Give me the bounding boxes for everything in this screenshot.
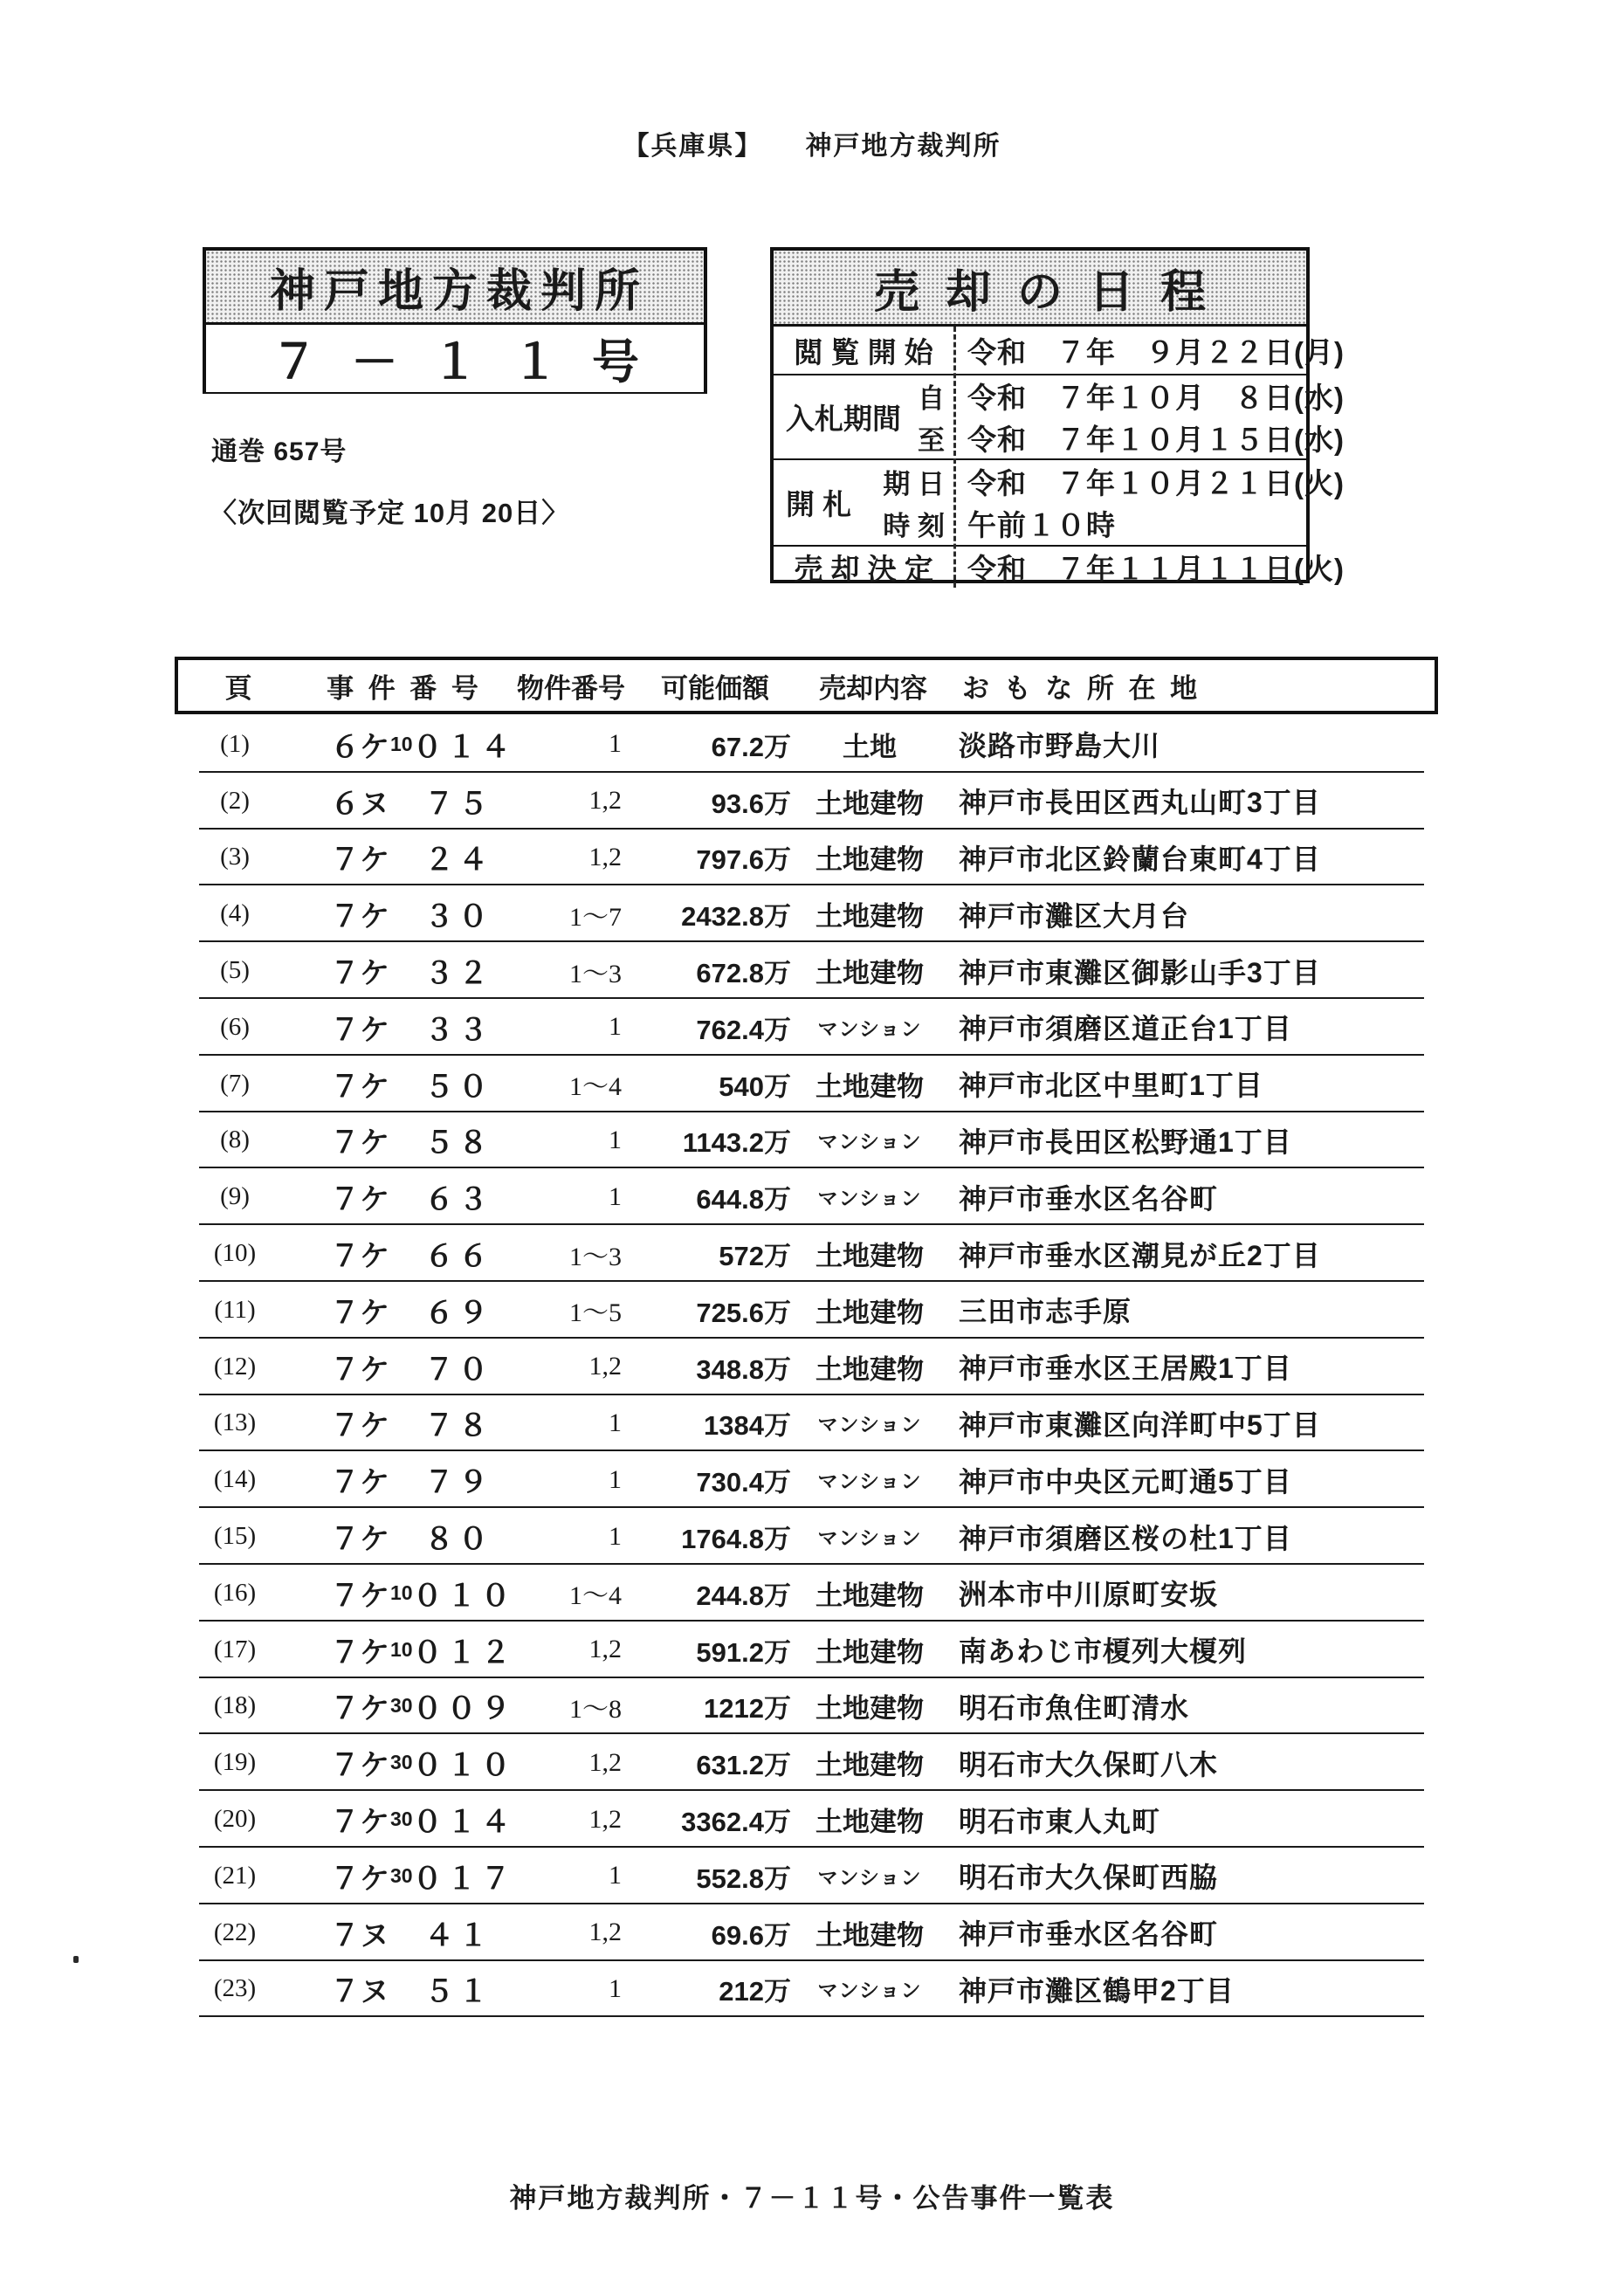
schedule-values: [953, 375, 1345, 458]
case-number: ５０: [424, 1070, 492, 1104]
case-number: ２４: [424, 844, 492, 878]
sale-schedule-rows: [774, 327, 1345, 588]
case-prefix: ６ヌ: [330, 787, 389, 821]
scan-artifact-dot: [73, 1956, 79, 1963]
row-possible-price: 725.6万: [696, 1297, 791, 1328]
table-row: [175, 885, 1438, 942]
schedule-row-bid-opening: [774, 460, 1345, 547]
row-case-number: [295, 1006, 506, 1049]
row-location: 神戸市須磨区道正台1丁目: [959, 1013, 1292, 1045]
row-location: 淡路市野島大川: [959, 730, 1161, 762]
header-location: お も な 所 在 地: [962, 672, 1201, 704]
row-page-number: (23): [213, 1974, 257, 2003]
row-possible-price: 540万: [719, 1071, 791, 1102]
row-sale-content: マンション: [817, 1470, 922, 1493]
row-sale-content: マンション: [817, 1979, 922, 2002]
schedule-value: 令和 ７年１０月 ８日(水): [967, 382, 1345, 415]
row-item-number: 1～3: [569, 959, 622, 988]
schedule-label-text: 入札期間: [786, 403, 901, 435]
row-item-number: 1: [609, 1181, 622, 1211]
schedule-sublabel-to: 至: [918, 424, 945, 456]
schedule-sublabel-time: 時 刻: [883, 511, 945, 542]
row-item-number: 1～4: [569, 1581, 622, 1611]
row-location: 明石市大久保町八木: [959, 1748, 1219, 1780]
case-prefix: ７ケ: [330, 1749, 389, 1783]
case-table-header: [175, 657, 1438, 714]
table-row: [175, 1282, 1438, 1339]
case-prefix: ７ケ: [330, 1183, 389, 1217]
row-possible-price: 1212万: [704, 1693, 791, 1725]
row-sale-content: マンション: [817, 1016, 922, 1040]
row-case-number: [295, 1401, 506, 1444]
table-row: [175, 773, 1438, 830]
row-page-number: (8): [220, 1126, 250, 1154]
case-prefix: ７ケ: [330, 1692, 389, 1726]
row-possible-price: 212万: [719, 1976, 791, 2007]
row-possible-price: 1384万: [704, 1410, 791, 1442]
row-case-number: [295, 836, 506, 878]
row-item-number: 1,2: [588, 1804, 622, 1834]
row-page-number: (12): [213, 1352, 257, 1381]
row-case-number: [295, 1967, 506, 2010]
row-sale-content: 土地建物: [815, 901, 924, 933]
schedule-label: [774, 460, 953, 545]
row-sale-content: 土地建物: [815, 788, 924, 819]
schedule-label: [774, 375, 953, 458]
case-branch: 30: [390, 1808, 413, 1831]
schedule-label-text: 閲 覧 開 始: [794, 335, 933, 368]
row-case-number: [295, 1684, 515, 1727]
table-row: [175, 1678, 1438, 1735]
next-viewing-note: 〈次回閲覧予定 10月 20日〉: [210, 498, 570, 528]
row-location: 神戸市須磨区桜の杜1丁目: [959, 1522, 1292, 1554]
case-prefix: ７ケ: [330, 1806, 389, 1840]
row-case-number: [295, 1458, 506, 1501]
schedule-value: 午前１０時: [967, 509, 1116, 542]
row-item-number: 1,2: [588, 1918, 622, 1947]
row-page-number: (15): [213, 1522, 257, 1551]
row-item-number: 1: [609, 1125, 622, 1154]
row-possible-price: 67.2万: [711, 731, 791, 762]
case-prefix: ７ケ: [330, 1635, 389, 1670]
row-page-number: (22): [213, 1918, 257, 1946]
row-item-number: 1,2: [588, 1747, 622, 1777]
row-possible-price: 93.6万: [711, 788, 791, 819]
case-number: ４１: [424, 1918, 492, 1952]
row-page-number: (7): [220, 1069, 250, 1098]
row-location: 神戸市東灘区向洋町中5丁目: [959, 1408, 1321, 1441]
row-location: 神戸市垂水区潮見が丘2丁目: [959, 1239, 1321, 1271]
table-row: [175, 1339, 1438, 1395]
case-prefix: ７ケ: [330, 957, 389, 991]
row-sale-content: 土地建物: [815, 1297, 924, 1328]
row-page-number: (3): [220, 843, 250, 871]
row-page-number: (14): [213, 1465, 257, 1494]
schedule-row-sale-decision: [774, 547, 1345, 588]
case-branch: 10: [390, 1580, 413, 1604]
header-possible-price: 可能価額: [661, 672, 769, 704]
case-number: ７５: [424, 787, 492, 821]
row-case-number: [295, 1119, 506, 1161]
schedule-label: [774, 547, 953, 588]
case-prefix: ７ケ: [330, 1466, 389, 1500]
row-page-number: (2): [220, 786, 250, 815]
case-number: ８０: [424, 1523, 492, 1557]
row-location: 三田市志手原: [959, 1296, 1132, 1328]
schedule-label-text: 売 却 決 定: [794, 553, 933, 585]
schedule-values: [953, 327, 1345, 374]
schedule-value: 令和 ７年１０月２１日(火): [967, 466, 1345, 499]
row-item-number: 1,2: [588, 1352, 622, 1381]
row-sale-content: 土地建物: [815, 1353, 924, 1385]
row-item-number: 1～5: [569, 1298, 622, 1328]
row-case-number: [295, 949, 506, 992]
schedule-sublabels: [883, 460, 953, 545]
case-branch: 30: [390, 1694, 413, 1718]
row-possible-price: 644.8万: [696, 1184, 791, 1215]
case-branch: 30: [390, 1863, 413, 1887]
schedule-label-text: 開 札: [786, 488, 852, 520]
row-page-number: (21): [213, 1861, 257, 1890]
case-branch: 30: [390, 1751, 413, 1774]
case-number: ０１０: [412, 1749, 515, 1783]
row-sale-content: 土地建物: [815, 1580, 924, 1611]
row-item-number: 1,2: [588, 842, 622, 871]
case-table-body: [175, 716, 1438, 2017]
case-prefix: ７ケ: [330, 844, 389, 878]
row-page-number: (1): [220, 729, 250, 758]
row-location: 神戸市垂水区名谷町: [959, 1918, 1219, 1951]
row-possible-price: 552.8万: [696, 1863, 791, 1894]
row-sale-content: マンション: [817, 1187, 922, 1210]
row-page-number: (6): [220, 1012, 250, 1041]
row-page-number: (5): [220, 956, 250, 985]
case-number: ６３: [424, 1183, 492, 1217]
schedule-dashed-divider: [953, 327, 956, 588]
row-item-number: 1: [609, 1973, 622, 2003]
row-case-number: [295, 1855, 515, 1897]
row-possible-price: 730.4万: [696, 1467, 791, 1498]
row-item-number: 1: [609, 1861, 622, 1890]
row-page-number: (4): [220, 899, 250, 928]
case-number: ３０: [424, 900, 492, 934]
row-page-number: (20): [213, 1805, 257, 1834]
row-case-number: [295, 723, 515, 766]
case-number: ００９: [412, 1692, 515, 1726]
case-prefix: ７ヌ: [330, 1975, 389, 2009]
case-prefix: ７ケ: [330, 1296, 389, 1330]
table-row: [175, 716, 1438, 773]
table-row: [175, 1112, 1438, 1169]
table-row: [175, 1734, 1438, 1791]
table-row: [175, 1168, 1438, 1225]
row-location: 南あわじ市榎列大榎列: [959, 1635, 1248, 1668]
table-row: [175, 1961, 1438, 2018]
row-case-number: [295, 1063, 506, 1105]
sale-schedule-box: [770, 247, 1345, 585]
table-row: [175, 1395, 1438, 1452]
page-header: 【兵庫県】 神戸地方裁判所: [623, 132, 1001, 161]
row-possible-price: 797.6万: [696, 844, 791, 876]
row-page-number: (16): [213, 1578, 257, 1607]
row-item-number: 1: [609, 1521, 622, 1551]
row-item-number: 1: [609, 1464, 622, 1494]
schedule-row-bidding-period: [774, 375, 1345, 460]
case-number: ３３: [424, 1013, 492, 1047]
row-sale-content: 土地建物: [815, 958, 924, 989]
court-name-banner: 神戸地方裁判所: [206, 251, 704, 325]
case-prefix: ６ケ: [330, 730, 389, 764]
case-number: ３２: [424, 957, 492, 991]
row-sale-content: 土地建物: [815, 1807, 924, 1838]
row-location: 神戸市中央区元町通5丁目: [959, 1465, 1292, 1498]
case-prefix: ７ケ: [330, 1013, 389, 1047]
table-row: [175, 1056, 1438, 1112]
row-item-number: 1～3: [569, 1242, 622, 1271]
case-prefix: ７ケ: [330, 1862, 389, 1896]
schedule-sublabel-from: 自: [918, 383, 945, 415]
row-sale-content: 土地建物: [815, 1241, 924, 1272]
header-item-number: 物件番号: [517, 672, 625, 704]
row-location: 神戸市長田区西丸山町3丁目: [959, 787, 1321, 819]
case-branch: 10: [390, 1637, 413, 1661]
case-prefix: ７ケ: [330, 1409, 389, 1443]
case-prefix: ７ケ: [330, 900, 389, 934]
row-possible-price: 348.8万: [696, 1353, 791, 1385]
row-sale-content: マンション: [817, 1865, 922, 1889]
case-number: ０１０: [412, 1579, 515, 1613]
table-row: [175, 830, 1438, 886]
row-sale-content: 土地建物: [815, 1071, 924, 1102]
row-location: 明石市東人丸町: [959, 1805, 1161, 1837]
case-number: ６９: [424, 1296, 492, 1330]
document-footer: 神戸地方裁判所・７－１１号・公告事件一覧表: [509, 2183, 1115, 2214]
row-possible-price: 672.8万: [696, 958, 791, 989]
table-row: [175, 1848, 1438, 1904]
case-number: ６６: [424, 1240, 492, 1274]
row-page-number: (17): [213, 1635, 257, 1663]
row-location: 神戸市長田区松野通1丁目: [959, 1126, 1292, 1158]
case-prefix: ７ケ: [330, 1353, 389, 1387]
table-row: [175, 1565, 1438, 1622]
row-location: 明石市大久保町西脇: [959, 1862, 1219, 1894]
row-page-number: (18): [213, 1691, 257, 1720]
schedule-row-viewing-start: [774, 327, 1345, 375]
row-page-number: (10): [213, 1239, 257, 1268]
row-location: 神戸市垂水区名谷町: [959, 1182, 1219, 1215]
row-sale-content: 土地: [843, 731, 897, 762]
header-page: 頁: [224, 672, 252, 704]
row-location: 神戸市垂水区王居殿1丁目: [959, 1353, 1292, 1385]
row-case-number: [295, 1911, 506, 1954]
schedule-values: [953, 547, 1345, 588]
row-item-number: 1～4: [569, 1072, 622, 1102]
row-case-number: [295, 1515, 506, 1558]
case-number: ０１７: [412, 1862, 515, 1896]
row-possible-price: 69.6万: [711, 1919, 791, 1951]
row-sale-content: 土地建物: [815, 1750, 924, 1781]
case-number: ０１２: [412, 1635, 515, 1670]
row-sale-content: 土地建物: [815, 1636, 924, 1668]
schedule-sublabel-date: 期 日: [883, 468, 945, 499]
row-sale-content: マンション: [817, 1130, 922, 1153]
table-row: [175, 1791, 1438, 1848]
row-case-number: [295, 1798, 515, 1841]
case-prefix: ７ケ: [330, 1523, 389, 1557]
table-row: [175, 1225, 1438, 1282]
issue-number-banner: ７－１１号: [206, 325, 704, 392]
case-number: ５８: [424, 1126, 492, 1160]
row-location: 洲本市中川原町安坂: [959, 1579, 1219, 1611]
row-case-number: [295, 780, 506, 823]
row-item-number: 1～7: [569, 902, 622, 932]
header-case-number: 事 件 番 号: [327, 672, 482, 704]
row-item-number: 1: [609, 729, 622, 759]
row-case-number: [295, 1175, 506, 1218]
schedule-value: 令和 ７年１０月１５日(水): [967, 423, 1345, 456]
volume-note: 通巻 657号: [211, 437, 348, 466]
row-possible-price: 1764.8万: [681, 1524, 791, 1555]
row-item-number: 1～8: [569, 1694, 622, 1724]
row-possible-price: 244.8万: [696, 1580, 791, 1611]
row-location: 神戸市北区鈴蘭台東町4丁目: [959, 843, 1321, 875]
row-item-number: 1: [609, 1012, 622, 1042]
row-item-number: 1,2: [588, 786, 622, 816]
table-row: [175, 1622, 1438, 1678]
schedule-value: 令和 ７年 ９月２２日(月): [967, 335, 1345, 368]
row-possible-price: 1143.2万: [682, 1127, 791, 1159]
row-location: 明石市魚住町清水: [959, 1691, 1190, 1724]
case-prefix: ７ケ: [330, 1126, 389, 1160]
row-page-number: (13): [213, 1408, 257, 1437]
row-possible-price: 762.4万: [696, 1014, 791, 1045]
row-sale-content: 土地建物: [815, 1693, 924, 1725]
schedule-values: [953, 460, 1345, 545]
row-sale-content: マンション: [817, 1526, 922, 1550]
row-possible-price: 2432.8万: [681, 901, 791, 933]
case-number: ０１４: [412, 1806, 515, 1840]
table-row: [175, 1451, 1438, 1508]
row-page-number: (11): [214, 1295, 256, 1324]
row-location: 神戸市北区中里町1丁目: [959, 1070, 1263, 1102]
row-sale-content: マンション: [817, 1413, 922, 1436]
case-prefix: ７ケ: [330, 1070, 389, 1104]
case-prefix: ７ヌ: [330, 1918, 389, 1952]
row-possible-price: 591.2万: [696, 1636, 791, 1668]
case-number: ７０: [424, 1353, 492, 1387]
schedule-value: 令和 ７年１１月１１日(火): [967, 553, 1345, 585]
table-row: [175, 1904, 1438, 1961]
case-prefix: ７ケ: [330, 1240, 389, 1274]
case-number: ５１: [424, 1975, 492, 2009]
row-sale-content: 土地建物: [815, 1919, 924, 1951]
schedule-label: [774, 327, 953, 374]
row-case-number: [295, 1289, 506, 1332]
row-case-number: [295, 1232, 506, 1275]
row-case-number: [295, 1741, 515, 1784]
case-number: ７９: [424, 1466, 492, 1500]
case-number: ７８: [424, 1409, 492, 1443]
row-item-number: 1: [609, 1408, 622, 1437]
row-possible-price: 3362.4万: [681, 1807, 791, 1838]
case-number: ０１４: [412, 730, 515, 764]
schedule-sublabels: [918, 375, 953, 458]
row-location: 神戸市灘区大月台: [959, 899, 1190, 932]
case-prefix: ７ケ: [330, 1579, 389, 1613]
row-page-number: (19): [213, 1748, 257, 1777]
row-possible-price: 572万: [719, 1241, 791, 1272]
table-row: [175, 1508, 1438, 1565]
row-location: 神戸市灘区鶴甲2丁目: [959, 1974, 1235, 2007]
case-branch: 10: [390, 732, 413, 755]
row-case-number: [295, 1629, 515, 1671]
table-row: [175, 999, 1438, 1056]
row-item-number: 1,2: [588, 1635, 622, 1664]
row-sale-content: 土地建物: [815, 844, 924, 876]
row-possible-price: 631.2万: [696, 1750, 791, 1781]
row-case-number: [295, 892, 506, 935]
sale-schedule-title: 売却の日程: [774, 251, 1306, 327]
row-page-number: (9): [220, 1182, 250, 1211]
row-case-number: [295, 1346, 506, 1388]
row-location: 神戸市東灘区御影山手3丁目: [959, 956, 1321, 988]
table-row: [175, 942, 1438, 999]
row-case-number: [295, 1572, 515, 1615]
header-sale-content: 売却内容: [819, 672, 927, 704]
court-box: [203, 247, 707, 394]
